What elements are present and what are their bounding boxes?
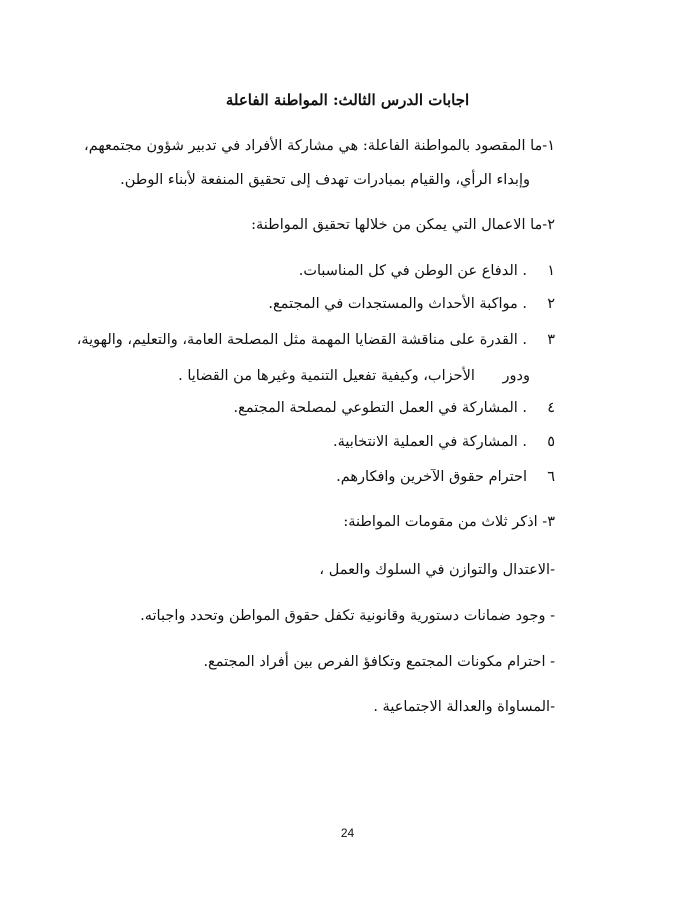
- question-3-heading: ٣- اذكر ثلاث من مقومات المواطنة:: [343, 514, 555, 530]
- list-item-number: ٦: [547, 469, 555, 485]
- answer-1-line-1: ١-ما المقصود بالمواطنة الفاعلة: هي مشاركة الأفراد في تدبير شؤون مجتمعهم،: [84, 138, 555, 154]
- list-item-text: . مواكبة الأحداث والمستجدات في المجتمع.: [268, 296, 527, 312]
- list-item: -الاعتدال والتوازن في السلوك والعمل ،: [319, 562, 555, 578]
- question-2-heading: ٢-ما الاعمال التي يمكن من خلالها تحقيق المواطنة:: [251, 217, 555, 233]
- list-item-number: ٤: [547, 400, 555, 416]
- page-title: اجابات الدرس الثالث: المواطنة الفاعلة: [225, 91, 470, 109]
- list-item-number: ١: [547, 263, 555, 279]
- list-item-number: ٣: [547, 332, 555, 348]
- list-item: -المساواة والعدالة الاجتماعية .: [373, 699, 555, 715]
- list-item: [40, 398, 555, 418]
- list-item-text: . المشاركة في العملية الانتخابية.: [333, 434, 527, 450]
- list-item: [40, 432, 555, 452]
- list-item-text: . الدفاع عن الوطن في كل المناسبات.: [298, 263, 527, 279]
- list-item-number: ٥: [547, 434, 555, 450]
- list-item-continuation: ودور الأحزاب، وكيفية تفعيل التنمية وغيرها من القضايا .: [178, 368, 530, 384]
- answer-1-line-2: وإبداء الرأي، والقيام بمبادرات تهدف إلى تحقيق المنفعة لأبناء الوطن.: [120, 172, 530, 188]
- list-item: - وجود ضمانات دستورية وقانونية تكفل حقوق المواطن وتحدد واجباته.: [140, 608, 555, 624]
- list-item-text: احترام حقوق الآخرين وافكارهم.: [336, 469, 527, 485]
- list-item: [40, 467, 555, 487]
- list-item: - احترام مكونات المجتمع وتكافؤ الفرص بين أفراد المجتمع.: [203, 654, 555, 670]
- list-item: [40, 294, 555, 314]
- list-item: [40, 330, 555, 350]
- list-item-number: ٢: [547, 296, 555, 312]
- list-item-text: . القدرة على مناقشة القضايا المهمة مثل المصلحة العامة، والتعليم، والهوية،: [76, 332, 527, 348]
- list-item: [40, 261, 555, 281]
- list-item-text: . المشاركة في العمل التطوعي لمصلحة المجتمع.: [233, 400, 527, 416]
- page-number: 24: [340, 826, 355, 840]
